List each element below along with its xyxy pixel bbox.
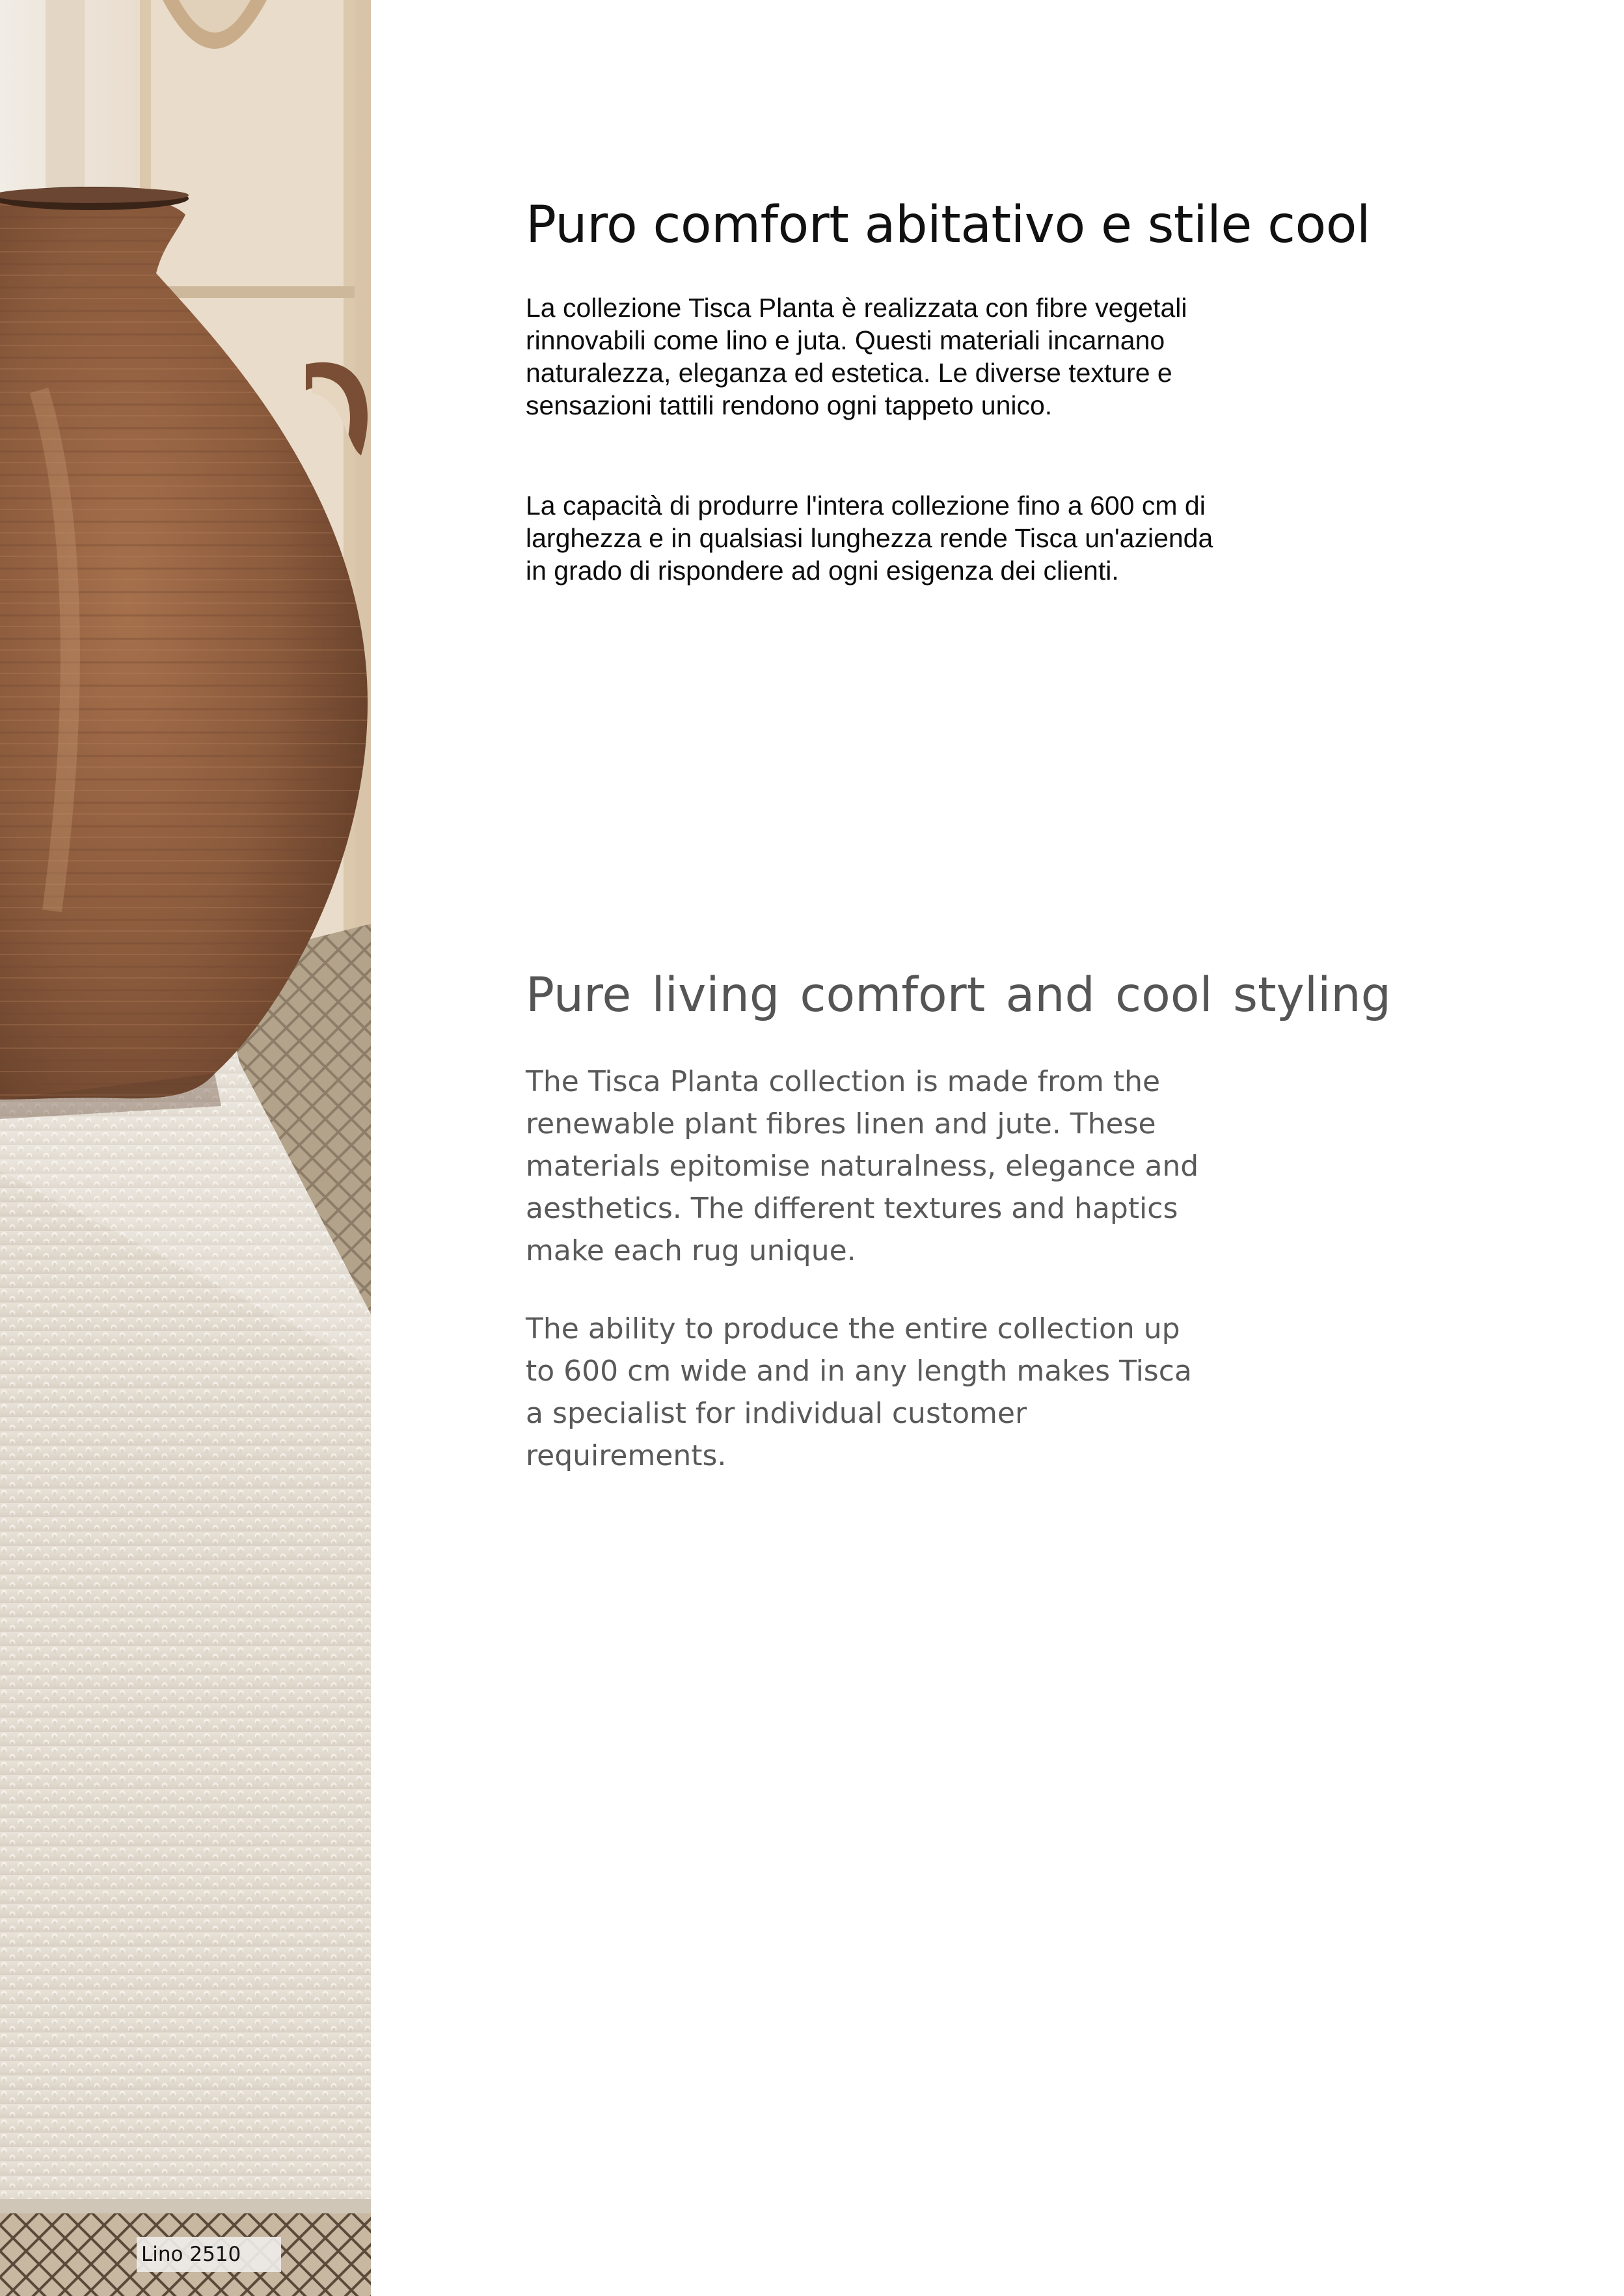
italian-paragraph-2: La capacità di produrre l'intera collezione fino a 600 cm di larghezza e in qualsiasi lunghezza rende Tisca un'azienda in grado di rispondere ad ogni esigenza dei clienti. [526, 491, 1213, 586]
english-paragraph-2: The ability to produce the entire collection up to 600 cm wide and in any length makes Tisca a specialist for individual customer requirements. [526, 1312, 1192, 1472]
italian-paragraph-1: La collezione Tisca Planta è realizzata con fibre vegetali rinnovabili come lino e juta. Questi materiali incarnano naturalezza, eleganza ed estetica. Le diverse texture e sensazioni tattili rendono ogni tappeto unico. [526, 293, 1187, 420]
english-paragraph-1: The Tisca Planta collection is made from the renewable plant fibres linen and jute. These materials epitomise naturalness, elegance and aesthetics. The different textures and haptics make each rug unique. [526, 1065, 1199, 1267]
product-photo [0, 0, 371, 2296]
photo-caption: Lino 2510 [137, 2237, 281, 2272]
english-title: Pure living comfort and cool styling [526, 967, 1392, 1023]
italian-title: Puro comfort abitativo e stile cool [526, 196, 1371, 254]
